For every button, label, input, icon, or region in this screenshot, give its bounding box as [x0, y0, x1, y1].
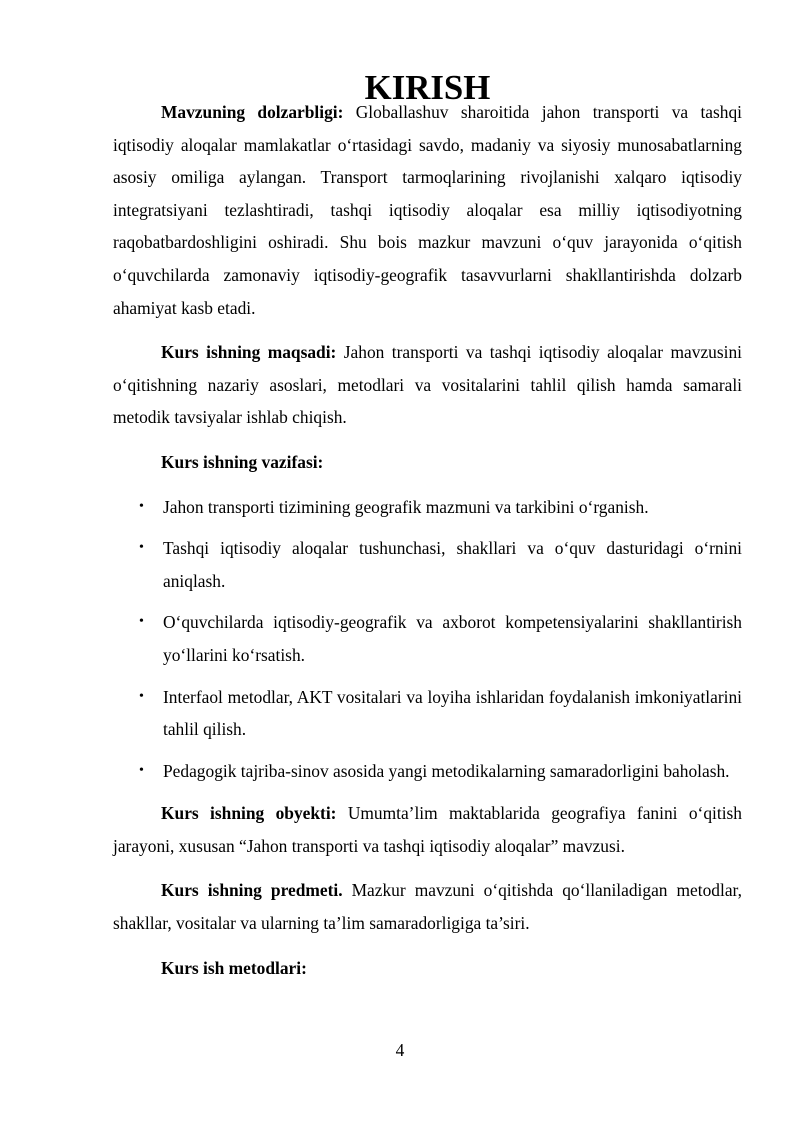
object-label: Kurs ishning obyekti:: [161, 803, 337, 824]
task-text: Tashqi iqtisodiy aloqalar tushunchasi, shakllari va o‘quv dasturidagi o‘rnini aniqlash.: [163, 538, 742, 591]
bullet-icon: •: [139, 498, 144, 514]
list-item: [113, 606, 742, 671]
relevance-text: Globallashuv sharoitida jahon transporti va tashqi iqtisodiy aloqalar mamlakatlar o‘rtasidagi savdo, madaniy va siyosiy munosabatlarning asosiy omiliga aylangan. Transport tarmoqlarining rivojlanishi xalqaro iqtisodiy integratsiyani tezlashtiradi, tashqi iqtisodiy aloqalar esa milliy iqtisodiyotning raqobatbardoshligini oshiradi. Shu bois mazkur mavzuni o‘quv jarayonida o‘qitish o‘quvchilarda zamonaviy iqtisodiy-geografik tasavvurlarni shakllantirishda dolzarb ahamiyat kasb etadi.: [113, 102, 743, 318]
subject-paragraph: [113, 874, 742, 939]
list-item: [113, 681, 742, 746]
tasks-heading: Kurs ishning vazifasi:: [161, 451, 324, 472]
task-text: Pedagogik tajriba-sinov asosida yangi metodikalarning samaradorligini baholash.: [163, 760, 730, 781]
bullet-icon: •: [139, 688, 144, 704]
task-text: O‘quvchilarda iqtisodiy-geografik va axborot kompetensiyalarini shakllantirish yo‘llarini ko‘rsatish.: [163, 612, 742, 665]
tasks-list: [113, 491, 742, 788]
object-text: Umumta’lim maktablarida geografiya fanini o‘qitish jarayoni, xususan “Jahon transporti va tashqi iqtisodiy aloqalar” mavzusi.: [113, 803, 742, 856]
page-number: 4: [395, 1040, 405, 1060]
bullet-icon: •: [139, 614, 144, 630]
goal-label: Kurs ishning maqsadi:: [161, 342, 337, 363]
goal-paragraph: [113, 336, 742, 434]
list-item: [113, 755, 742, 788]
document-page: [113, 68, 743, 996]
goal-text: Jahon transporti va tashqi iqtisodiy aloqalar mavzusini o‘qitishning nazariy asoslari, metodlari va vositalarini tahlil qilish hamda samarali metodik tavsiyalar ishlab chiqish.: [113, 342, 742, 428]
subject-text: Mazkur mavzuni o‘qitishda qo‘llaniladigan metodlar, shakllar, vositalar va ularning ta’lim samaradorligiga ta’siri.: [113, 880, 742, 934]
list-item: [113, 491, 742, 524]
task-text: Interfaol metodlar, AKT vositalari va loyiha ishlaridan foydalanish imkoniyatlarini tahlil qilish.: [163, 686, 742, 740]
document-title: KIRISH: [364, 68, 491, 107]
object-paragraph: [113, 797, 742, 862]
bullet-icon: •: [139, 762, 144, 778]
relevance-paragraph: [113, 96, 742, 324]
relevance-label: Mavzuning dolzarbligi:: [161, 102, 344, 122]
methods-heading: Kurs ish metodlari:: [161, 957, 307, 978]
subject-label: Kurs ishning predmeti.: [161, 880, 343, 901]
list-item: [113, 532, 742, 597]
bullet-icon: •: [139, 540, 144, 556]
task-text: Jahon transporti tizimining geografik mazmuni va tarkibini o‘rganish.: [163, 496, 649, 517]
